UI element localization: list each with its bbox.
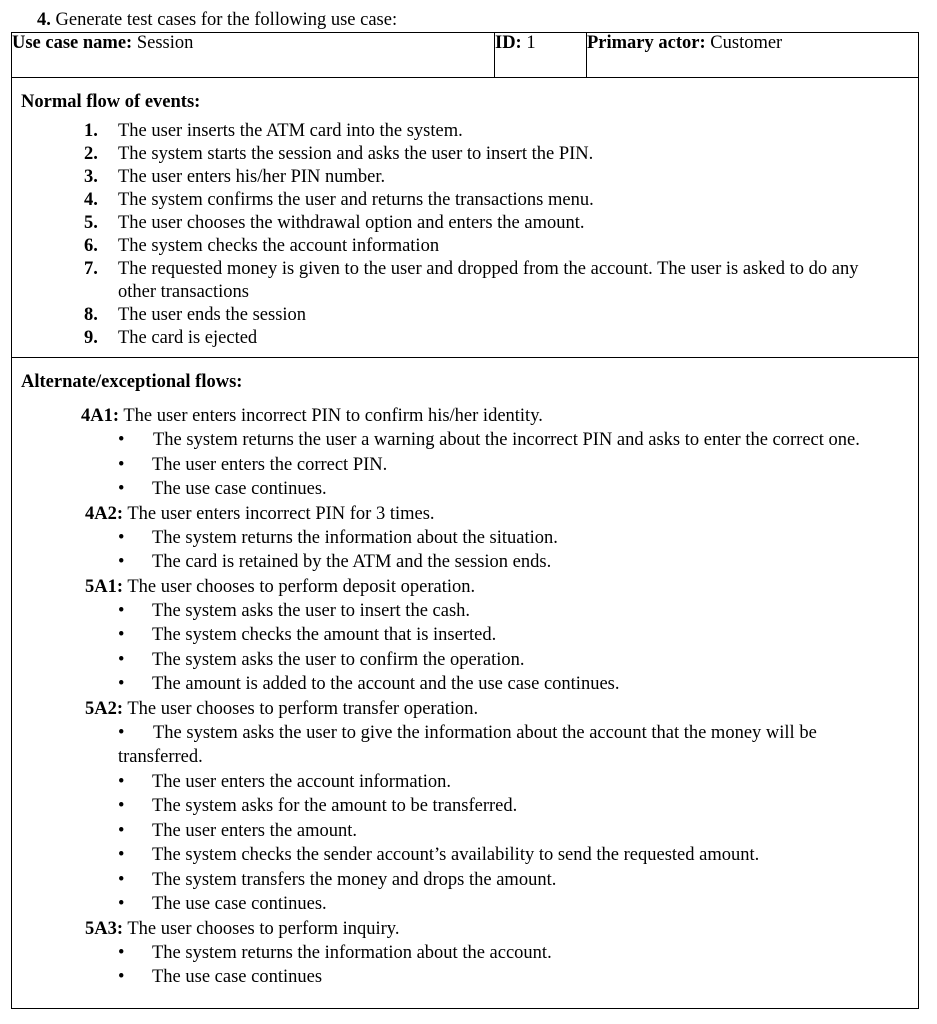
step-text: The system confirms the user and returns the transactions menu.: [118, 190, 594, 210]
alternate-flow-heading: [12, 404, 918, 428]
question-text: Generate test cases for the following use case:: [55, 10, 398, 30]
bullet-icon: •: [118, 527, 125, 548]
use-case-name-cell: [12, 33, 495, 78]
normal-flow-step: [12, 212, 918, 235]
bullet-icon: •: [118, 430, 125, 450]
alternate-flow-bullet: [12, 965, 918, 990]
use-case-name-label: Use case name:: [12, 33, 133, 53]
bullet-text: The user enters the correct PIN.: [152, 454, 388, 475]
alternate-flow-bullet: [12, 599, 918, 624]
alternate-flow-bullet: [12, 550, 918, 575]
alternate-flow-code: 5A1:: [85, 576, 124, 597]
bullet-text: The use case continues.: [152, 479, 327, 499]
alternate-flow-text: The user enters incorrect PIN to confirm his/her identity.: [123, 406, 543, 426]
bullet-icon: •: [118, 796, 125, 816]
primary-actor-label: Primary actor:: [587, 33, 706, 53]
normal-flow-cell: [12, 78, 919, 358]
step-number: 3.: [84, 167, 98, 187]
normal-flow-step: [12, 143, 918, 166]
bullet-icon: •: [118, 722, 125, 743]
step-number: 2.: [84, 144, 98, 164]
alternate-flow-bullet: [12, 428, 918, 453]
step-number: 4.: [84, 190, 98, 210]
bullet-icon: •: [118, 967, 125, 987]
step-text: The user inserts the ATM card into the system.: [118, 121, 463, 141]
alternate-flow-bullet: [12, 819, 918, 844]
alternate-flow-code: 4A2:: [85, 503, 124, 524]
alternate-flow-bullet: [12, 623, 918, 648]
use-case-header-row: [12, 33, 919, 78]
bullet-icon: •: [118, 894, 125, 914]
alternate-flow-text: The user chooses to perform inquiry.: [127, 918, 400, 939]
bullet-icon: •: [118, 845, 125, 865]
bullet-text: The user enters the amount.: [152, 820, 357, 841]
step-number: 9.: [84, 328, 98, 348]
bullet-icon: •: [118, 674, 125, 694]
normal-flow-step: [12, 235, 918, 258]
question-heading: [37, 8, 397, 32]
alternate-flow-bullet: [12, 672, 918, 697]
step-text: The user chooses the withdrawal option and enters the amount.: [118, 213, 585, 233]
use-case-id-cell: [495, 33, 587, 78]
normal-flow-list: [12, 120, 918, 350]
alternate-flow-group: [12, 575, 918, 697]
alternate-flow-groups: [12, 404, 918, 990]
bullet-text: The amount is added to the account and the use case continues.: [152, 674, 620, 694]
bullet-text: The system returns the information about the account.: [152, 942, 552, 963]
use-case-id-value: 1: [526, 33, 536, 53]
bullet-text: The system asks the user to confirm the operation.: [152, 649, 525, 670]
bullet-text: The system checks the sender account’s availability to send the requested amount.: [152, 845, 760, 865]
alternate-flow-text: The user chooses to perform transfer operation.: [127, 698, 479, 719]
bullet-icon: •: [118, 771, 125, 792]
normal-flow-step: [12, 304, 918, 327]
step-text: The requested money is given to the user and dropped from the account. The user is asked to do any other transactions: [118, 259, 859, 302]
bullet-text: The use case continues.: [152, 894, 327, 914]
bullet-icon: •: [118, 942, 125, 963]
step-text: The user ends the session: [118, 305, 307, 325]
normal-flow-step: [12, 258, 918, 304]
bullet-text: The system transfers the money and drops the amount.: [152, 869, 557, 890]
alternate-flow-group: [12, 404, 918, 502]
use-case-name-value: Session: [136, 33, 194, 53]
bullet-icon: •: [118, 820, 125, 841]
step-number: 7.: [84, 259, 98, 279]
normal-flow-step: [12, 120, 918, 143]
alternate-flow-bullet: [12, 526, 918, 551]
step-text: The card is ejected: [118, 328, 258, 348]
alternate-flow-bullet: [12, 941, 918, 966]
step-number: 5.: [84, 213, 98, 233]
alternate-flow-heading: [12, 502, 918, 526]
bullet-icon: •: [118, 625, 125, 645]
alternate-flow-title: Alternate/exceptional flows:: [21, 372, 243, 392]
primary-actor-value: Customer: [710, 33, 783, 53]
alternate-flow-bullet: [12, 892, 918, 917]
alternate-flow-code: 5A3:: [85, 918, 124, 939]
normal-flow-step: [12, 166, 918, 189]
bullet-icon: •: [118, 869, 125, 890]
alternate-flow-bullet: [12, 843, 918, 868]
bullet-text: The system asks for the amount to be transferred.: [152, 796, 518, 816]
use-case-table: [11, 32, 919, 1009]
step-text: The user enters his/her PIN number.: [118, 167, 386, 187]
normal-flow-step: [12, 327, 918, 350]
alternate-flow-cell: [12, 358, 919, 1009]
bullet-text: The user enters the account information.: [152, 771, 451, 792]
bullet-icon: •: [118, 600, 125, 621]
step-number: 6.: [84, 236, 98, 256]
question-number: 4.: [37, 10, 51, 30]
use-case-id-label: ID:: [495, 33, 522, 53]
bullet-text: The card is retained by the ATM and the session ends.: [152, 552, 552, 572]
alternate-flow-bullet: [12, 477, 918, 502]
alternate-flow-bullet: [12, 648, 918, 673]
normal-flow-title: Normal flow of events:: [21, 92, 201, 112]
alternate-flow-group: [12, 502, 918, 575]
alternate-flow-text: The user enters incorrect PIN for 3 times.: [127, 503, 435, 524]
alternate-flow-bullet: [12, 721, 918, 770]
alternate-flow-bullet: [12, 770, 918, 795]
alternate-flow-heading: [12, 697, 918, 721]
bullet-text: The system returns the information about the situation.: [152, 527, 558, 548]
step-number: 1.: [84, 121, 98, 141]
alternate-flow-code: 5A2:: [85, 698, 124, 719]
alternate-flow-heading: [12, 917, 918, 941]
primary-actor-cell: [587, 33, 919, 78]
normal-flow-step: [12, 189, 918, 212]
alternate-flow-bullet: [12, 868, 918, 893]
step-text: The system starts the session and asks the user to insert the PIN.: [118, 144, 594, 164]
alternate-flow-bullet: [12, 794, 918, 819]
alternate-flow-code: 4A1:: [81, 406, 120, 426]
bullet-text: The system asks the user to insert the cash.: [152, 600, 471, 621]
alternate-flow-group: [12, 917, 918, 990]
step-number: 8.: [84, 305, 98, 325]
bullet-icon: •: [118, 649, 125, 670]
bullet-icon: •: [118, 479, 125, 499]
bullet-icon: •: [118, 552, 125, 572]
alternate-flow-group: [12, 697, 918, 917]
bullet-text: The system returns the user a warning about the incorrect PIN and asks to enter the correct one.: [153, 430, 860, 450]
alternate-flow-heading: [12, 575, 918, 599]
bullet-text: The system asks the user to give the information about the account that the money will be transferred.: [118, 722, 817, 767]
bullet-text: The system checks the amount that is inserted.: [152, 625, 497, 645]
alternate-flow-text: The user chooses to perform deposit operation.: [127, 576, 476, 597]
step-text: The system checks the account information: [118, 236, 440, 256]
bullet-icon: •: [118, 454, 125, 475]
alternate-flow-bullet: [12, 453, 918, 478]
bullet-text: The use case continues: [152, 967, 323, 987]
